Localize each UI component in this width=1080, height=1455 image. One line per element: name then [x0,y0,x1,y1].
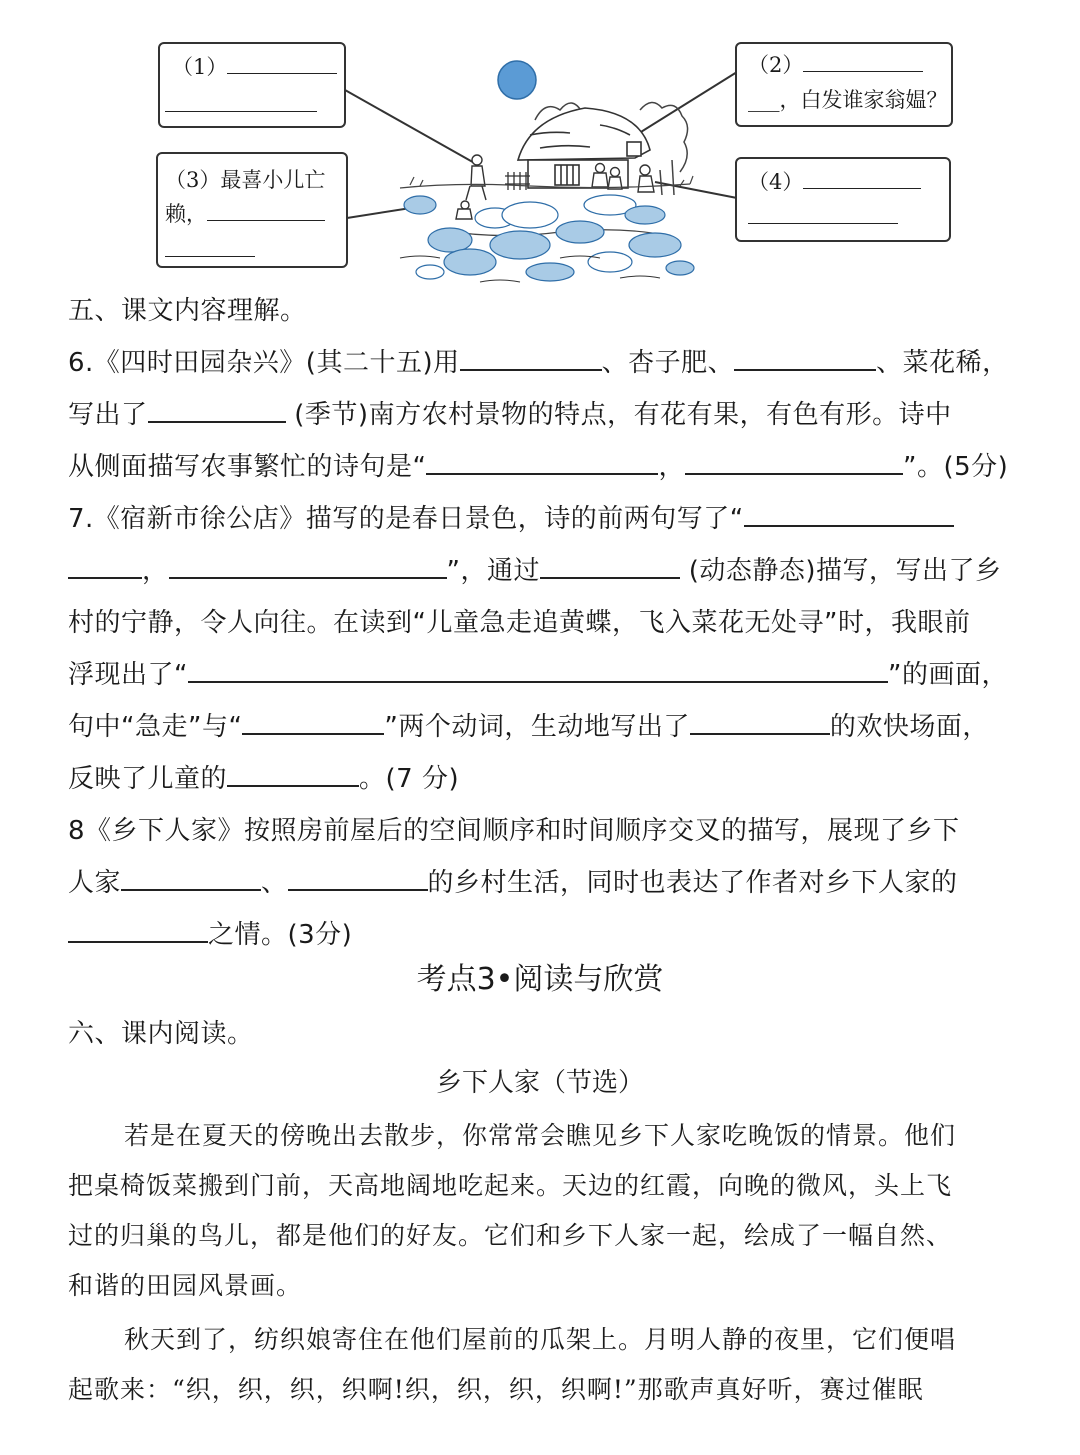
fill-blank[interactable] [460,339,602,371]
fill-blank[interactable] [540,547,680,579]
answer-box-2-line-2: ___，白发谁家翁媪？ [748,88,948,112]
connector-line-1 [345,90,478,165]
article-line-1: 若是在夏天的傍晚出去散步，你常常会瞧见乡下人家吃晚饭的情景。他们 [124,1121,957,1150]
answer-box-3-line-3 [165,228,255,272]
answer-box-3-line-1: （3）最喜小儿亡 [165,168,326,192]
fill-blank[interactable] [121,859,261,891]
fill-blank[interactable] [188,651,888,683]
q8-line-3: 之情。(3分) [68,909,352,961]
fill-blank[interactable] [288,859,428,891]
fill-blank[interactable] [68,911,208,943]
article-line-3: 过的归巢的鸟儿，都是他们的好友。它们和乡下人家一起，绘成了一幅自然、 [68,1221,953,1250]
fill-blank[interactable] [748,201,898,224]
fill-blank[interactable] [207,198,325,221]
q6-line-2: 写出了 (季节)南方农村景物的特点，有花有果，有色有形。诗中 [68,389,952,441]
q8-line-1: 8《乡下人家》按照房前屋后的空间顺序和时间顺序交叉的描写，展现了乡下 [68,816,960,846]
fill-blank[interactable] [744,495,954,527]
article-line-5: 秋天到了，纺织娘寄住在他们屋前的瓜架上。月明人静的夜里，它们便唱 [124,1325,957,1354]
answer-box-4-line-2 [748,195,898,239]
sun-icon [498,61,536,99]
q8-line-2: 人家 、 的乡村生活，同时也表达了作者对乡下人家的 [68,857,958,909]
fill-blank[interactable] [734,339,876,371]
article-title: 乡下人家（节选） [435,1068,644,1098]
fill-blank[interactable] [426,443,658,475]
kaodian-heading: 考点3•阅读与欣赏 [416,962,664,997]
article-line-6: 起歌来：“织，织，织，织啊!织，织，织，织啊!”那歌声真好听，赛过催眠 [68,1375,924,1404]
answer-box-4-line-1: （4） [748,160,921,204]
section-5-title: 五、课文内容理解。 [68,296,307,326]
section-6-title: 六、课内阅读。 [68,1019,254,1049]
q7-line-5: 句中“急走”与“ ”两个动词，生动地写出了 的欢快场面， [68,701,989,753]
fill-blank[interactable] [169,547,447,579]
fill-blank[interactable] [148,391,286,423]
cottage-icon [518,108,650,188]
fill-blank[interactable] [690,703,830,735]
article-line-2: 把桌椅饭菜搬到门前，天高地阔地吃起来。天边的红霞，向晚的微风，头上飞 [68,1171,953,1200]
fill-blank[interactable] [68,547,142,579]
fill-blank[interactable] [803,166,921,189]
q7-line-6: 反映了儿童的 。(7 分) [68,753,459,805]
q6-line-1: 6.《四时田园杂兴》(其二十五)用 、杏子肥、 、菜花稀， [68,337,1009,389]
answer-box-1-line-1: （1） [172,45,337,89]
fill-blank[interactable] [242,703,384,735]
q6-line-3: 从侧面描写农事繁忙的诗句是“ ， ”。(5分) [68,441,1008,493]
fill-blank[interactable] [165,89,317,112]
answer-box-3-line-2: 赖， [165,192,325,236]
q7-line-3: 村的宁静，令人向往。在读到“儿童急走追黄蝶，飞入菜花无处寻”时，我眼前 [68,608,971,638]
answer-box-1-line-2 [165,83,317,127]
connector-line-4 [655,182,737,198]
fence-icon [505,172,530,190]
fill-blank[interactable] [165,234,255,257]
q7-line-4: 浮现出了“ ”的画面， [68,649,1008,701]
fill-blank[interactable] [227,755,359,787]
fill-blank[interactable] [227,51,337,74]
fill-blank[interactable] [685,443,903,475]
q7-line-1: 7.《宿新市徐公店》描写的是春日景色，诗的前两句写了“ [68,493,954,545]
stream-rocks-icon [404,195,694,281]
answer-box-2-line-1: （2） [748,43,923,87]
q7-line-2: ， ”，通过 (动态静态)描写，写出了乡 [68,545,1002,597]
article-line-4: 和谐的田园风景画。 [68,1271,303,1300]
fill-blank[interactable] [803,49,923,72]
